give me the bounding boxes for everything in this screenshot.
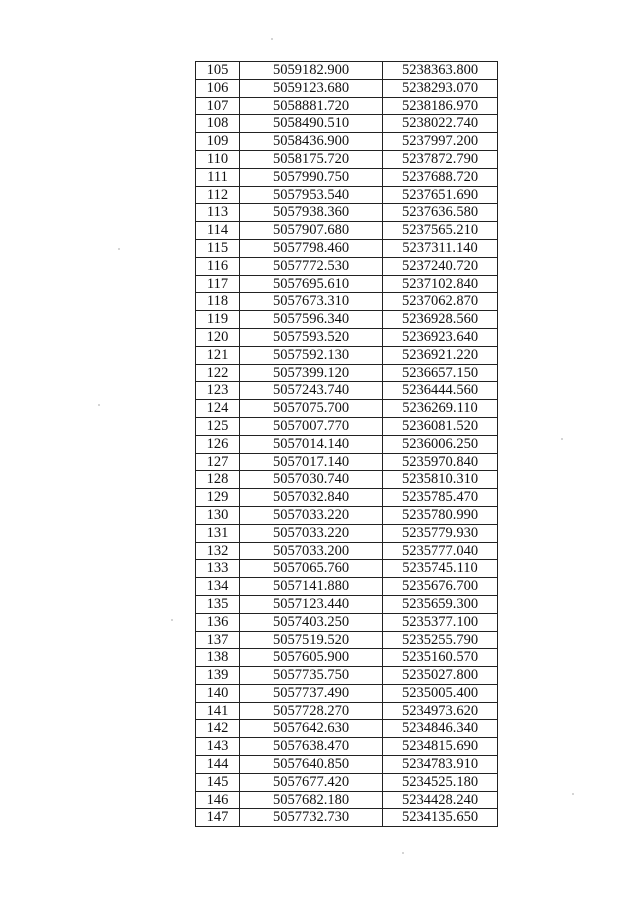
table-row — [196, 222, 498, 240]
point-number-cell: 135 — [196, 595, 240, 613]
point-number-cell: 119 — [196, 311, 240, 329]
point-number-cell: 106 — [196, 79, 240, 97]
x-coordinate-cell: 5057596.340 — [240, 311, 383, 329]
x-coordinate-cell: 5057243.740 — [240, 382, 383, 400]
scan-speck — [572, 793, 574, 795]
point-number-cell: 123 — [196, 382, 240, 400]
scan-speck — [98, 404, 100, 406]
point-number-cell: 105 — [196, 62, 240, 80]
x-coordinate-cell: 5057907.680 — [240, 222, 383, 240]
y-coordinate-cell: 5235785.470 — [383, 489, 498, 507]
x-coordinate-cell: 5057399.120 — [240, 364, 383, 382]
y-coordinate-cell: 5235255.790 — [383, 631, 498, 649]
table-row — [196, 150, 498, 168]
y-coordinate-cell: 5235027.800 — [383, 667, 498, 685]
x-coordinate-cell: 5057798.460 — [240, 239, 383, 257]
table-row — [196, 542, 498, 560]
table-row — [196, 506, 498, 524]
x-coordinate-cell: 5057007.770 — [240, 417, 383, 435]
x-coordinate-cell: 5057642.630 — [240, 720, 383, 738]
point-number-cell: 130 — [196, 506, 240, 524]
y-coordinate-cell: 5236657.150 — [383, 364, 498, 382]
y-coordinate-cell: 5234135.650 — [383, 809, 498, 827]
y-coordinate-cell: 5236081.520 — [383, 417, 498, 435]
x-coordinate-cell: 5057075.700 — [240, 400, 383, 418]
point-number-cell: 120 — [196, 328, 240, 346]
y-coordinate-cell: 5236921.220 — [383, 346, 498, 364]
y-coordinate-cell: 5234846.340 — [383, 720, 498, 738]
table-row — [196, 311, 498, 329]
y-coordinate-cell: 5237240.720 — [383, 257, 498, 275]
point-number-cell: 110 — [196, 150, 240, 168]
table-row — [196, 115, 498, 133]
table-row — [196, 756, 498, 774]
table-row — [196, 773, 498, 791]
point-number-cell: 131 — [196, 524, 240, 542]
table-row — [196, 684, 498, 702]
table-row — [196, 791, 498, 809]
y-coordinate-cell: 5238363.800 — [383, 62, 498, 80]
x-coordinate-cell: 5057065.760 — [240, 560, 383, 578]
point-number-cell: 126 — [196, 435, 240, 453]
table-row — [196, 435, 498, 453]
point-number-cell: 127 — [196, 453, 240, 471]
table-row — [196, 560, 498, 578]
y-coordinate-cell: 5236444.560 — [383, 382, 498, 400]
x-coordinate-cell: 5057677.420 — [240, 773, 383, 791]
point-number-cell: 147 — [196, 809, 240, 827]
table-row — [196, 62, 498, 80]
point-number-cell: 114 — [196, 222, 240, 240]
table-row — [196, 257, 498, 275]
point-number-cell: 116 — [196, 257, 240, 275]
point-number-cell: 141 — [196, 702, 240, 720]
x-coordinate-cell: 5057673.310 — [240, 293, 383, 311]
y-coordinate-cell: 5237062.870 — [383, 293, 498, 311]
x-coordinate-cell: 5057032.840 — [240, 489, 383, 507]
point-number-cell: 107 — [196, 97, 240, 115]
scan-speck — [271, 38, 273, 40]
x-coordinate-cell: 5057728.270 — [240, 702, 383, 720]
y-coordinate-cell: 5235676.700 — [383, 578, 498, 596]
point-number-cell: 143 — [196, 738, 240, 756]
y-coordinate-cell: 5234783.910 — [383, 756, 498, 774]
table-row — [196, 578, 498, 596]
point-number-cell: 139 — [196, 667, 240, 685]
y-coordinate-cell: 5236269.110 — [383, 400, 498, 418]
table-row — [196, 809, 498, 827]
point-number-cell: 124 — [196, 400, 240, 418]
table-row — [196, 275, 498, 293]
x-coordinate-cell: 5057593.520 — [240, 328, 383, 346]
point-number-cell: 108 — [196, 115, 240, 133]
x-coordinate-cell: 5058881.720 — [240, 97, 383, 115]
y-coordinate-cell: 5234525.180 — [383, 773, 498, 791]
point-number-cell: 140 — [196, 684, 240, 702]
x-coordinate-cell: 5057033.200 — [240, 542, 383, 560]
point-number-cell: 142 — [196, 720, 240, 738]
table-row — [196, 613, 498, 631]
x-coordinate-cell: 5059182.900 — [240, 62, 383, 80]
point-number-cell: 134 — [196, 578, 240, 596]
point-number-cell: 112 — [196, 186, 240, 204]
y-coordinate-cell: 5235659.300 — [383, 595, 498, 613]
x-coordinate-cell: 5057017.140 — [240, 453, 383, 471]
y-coordinate-cell: 5235745.110 — [383, 560, 498, 578]
table-row — [196, 382, 498, 400]
table-row — [196, 168, 498, 186]
x-coordinate-cell: 5058175.720 — [240, 150, 383, 168]
table-row — [196, 649, 498, 667]
x-coordinate-cell: 5057030.740 — [240, 471, 383, 489]
table-row — [196, 346, 498, 364]
x-coordinate-cell: 5058490.510 — [240, 115, 383, 133]
x-coordinate-cell: 5057938.360 — [240, 204, 383, 222]
x-coordinate-cell: 5057014.140 — [240, 435, 383, 453]
y-coordinate-cell: 5234428.240 — [383, 791, 498, 809]
x-coordinate-cell: 5057033.220 — [240, 524, 383, 542]
scan-speck — [171, 619, 173, 621]
y-coordinate-cell: 5237997.200 — [383, 133, 498, 151]
y-coordinate-cell: 5234973.620 — [383, 702, 498, 720]
point-number-cell: 137 — [196, 631, 240, 649]
y-coordinate-cell: 5237565.210 — [383, 222, 498, 240]
y-coordinate-cell: 5238293.070 — [383, 79, 498, 97]
table-row — [196, 489, 498, 507]
x-coordinate-cell: 5057638.470 — [240, 738, 383, 756]
point-number-cell: 111 — [196, 168, 240, 186]
table-row — [196, 79, 498, 97]
point-number-cell: 144 — [196, 756, 240, 774]
y-coordinate-cell: 5235160.570 — [383, 649, 498, 667]
coordinates-table-body — [196, 62, 498, 827]
table-row — [196, 453, 498, 471]
table-row — [196, 595, 498, 613]
x-coordinate-cell: 5057990.750 — [240, 168, 383, 186]
y-coordinate-cell: 5236923.640 — [383, 328, 498, 346]
y-coordinate-cell: 5237102.840 — [383, 275, 498, 293]
x-coordinate-cell: 5057141.880 — [240, 578, 383, 596]
x-coordinate-cell: 5057732.730 — [240, 809, 383, 827]
y-coordinate-cell: 5235777.040 — [383, 542, 498, 560]
x-coordinate-cell: 5057033.220 — [240, 506, 383, 524]
x-coordinate-cell: 5057735.750 — [240, 667, 383, 685]
point-number-cell: 136 — [196, 613, 240, 631]
x-coordinate-cell: 5057682.180 — [240, 791, 383, 809]
x-coordinate-cell: 5057592.130 — [240, 346, 383, 364]
table-row — [196, 417, 498, 435]
y-coordinate-cell: 5235970.840 — [383, 453, 498, 471]
point-number-cell: 138 — [196, 649, 240, 667]
x-coordinate-cell: 5058436.900 — [240, 133, 383, 151]
point-number-cell: 146 — [196, 791, 240, 809]
table-row — [196, 702, 498, 720]
table-row — [196, 631, 498, 649]
y-coordinate-cell: 5237872.790 — [383, 150, 498, 168]
y-coordinate-cell: 5235779.930 — [383, 524, 498, 542]
point-number-cell: 121 — [196, 346, 240, 364]
point-number-cell: 132 — [196, 542, 240, 560]
x-coordinate-cell: 5057640.850 — [240, 756, 383, 774]
y-coordinate-cell: 5234815.690 — [383, 738, 498, 756]
table-row — [196, 667, 498, 685]
y-coordinate-cell: 5235005.400 — [383, 684, 498, 702]
y-coordinate-cell: 5237688.720 — [383, 168, 498, 186]
x-coordinate-cell: 5057123.440 — [240, 595, 383, 613]
point-number-cell: 109 — [196, 133, 240, 151]
x-coordinate-cell: 5057953.540 — [240, 186, 383, 204]
point-number-cell: 113 — [196, 204, 240, 222]
table-row — [196, 97, 498, 115]
point-number-cell: 115 — [196, 239, 240, 257]
y-coordinate-cell: 5235810.310 — [383, 471, 498, 489]
y-coordinate-cell: 5238186.970 — [383, 97, 498, 115]
y-coordinate-cell: 5237651.690 — [383, 186, 498, 204]
y-coordinate-cell: 5235780.990 — [383, 506, 498, 524]
point-number-cell: 145 — [196, 773, 240, 791]
point-number-cell: 122 — [196, 364, 240, 382]
table-row — [196, 524, 498, 542]
coordinates-table — [195, 61, 498, 827]
point-number-cell: 128 — [196, 471, 240, 489]
y-coordinate-cell: 5238022.740 — [383, 115, 498, 133]
y-coordinate-cell: 5237311.140 — [383, 239, 498, 257]
x-coordinate-cell: 5057737.490 — [240, 684, 383, 702]
point-number-cell: 117 — [196, 275, 240, 293]
y-coordinate-cell: 5237636.580 — [383, 204, 498, 222]
scan-speck — [561, 438, 563, 440]
y-coordinate-cell: 5236006.250 — [383, 435, 498, 453]
point-number-cell: 133 — [196, 560, 240, 578]
scan-speck — [118, 248, 120, 250]
x-coordinate-cell: 5057772.530 — [240, 257, 383, 275]
table-row — [196, 720, 498, 738]
table-row — [196, 328, 498, 346]
scan-speck — [402, 852, 404, 854]
table-row — [196, 186, 498, 204]
table-row — [196, 239, 498, 257]
y-coordinate-cell: 5236928.560 — [383, 311, 498, 329]
x-coordinate-cell: 5057519.520 — [240, 631, 383, 649]
x-coordinate-cell: 5057605.900 — [240, 649, 383, 667]
point-number-cell: 129 — [196, 489, 240, 507]
table-row — [196, 364, 498, 382]
table-row — [196, 293, 498, 311]
point-number-cell: 118 — [196, 293, 240, 311]
x-coordinate-cell: 5057403.250 — [240, 613, 383, 631]
table-row — [196, 204, 498, 222]
x-coordinate-cell: 5059123.680 — [240, 79, 383, 97]
table-row — [196, 471, 498, 489]
point-number-cell: 125 — [196, 417, 240, 435]
table-row — [196, 738, 498, 756]
y-coordinate-cell: 5235377.100 — [383, 613, 498, 631]
table-row — [196, 133, 498, 151]
table-row — [196, 400, 498, 418]
x-coordinate-cell: 5057695.610 — [240, 275, 383, 293]
